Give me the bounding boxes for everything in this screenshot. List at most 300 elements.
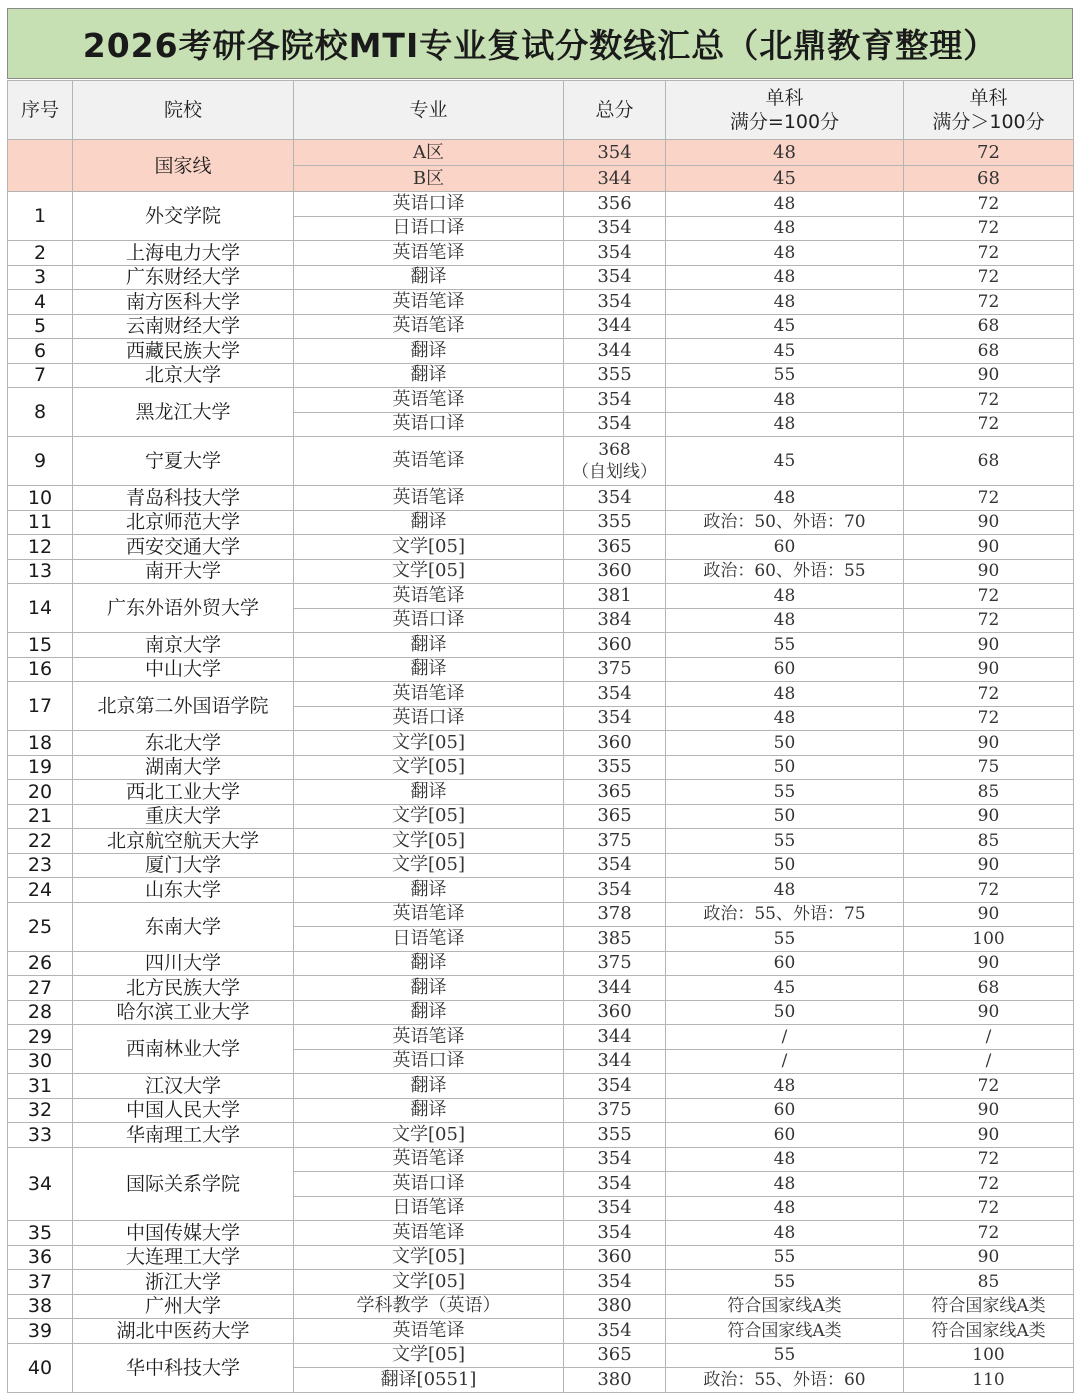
table-row	[8, 265, 1074, 290]
single-100-cell: /	[666, 1025, 904, 1050]
total-cell: 354	[564, 1319, 666, 1344]
seq-cell: 15	[8, 633, 73, 658]
major-cell: 文学[05]	[294, 1343, 564, 1368]
seq-cell: 14	[8, 584, 73, 633]
total-cell: 354	[564, 486, 666, 511]
single-100-cell: 45	[666, 314, 904, 339]
seq-cell: 2	[8, 241, 73, 266]
single-gt100-cell: 90	[904, 535, 1074, 560]
major-cell: 英语口译	[294, 192, 564, 217]
single-100-cell: 55	[666, 829, 904, 854]
major-cell: 文学[05]	[294, 829, 564, 854]
school-name: 大连理工大学	[73, 1245, 294, 1270]
table-row	[8, 1270, 1074, 1295]
single-gt100-cell: 90	[904, 731, 1074, 756]
school-name: 西藏民族大学	[73, 339, 294, 364]
school-name: 广东外语外贸大学	[73, 584, 294, 633]
major-cell: 文学[05]	[294, 804, 564, 829]
single-gt100-cell: /	[904, 1049, 1074, 1074]
school-name: 广东财经大学	[73, 265, 294, 290]
total-cell: 355	[564, 363, 666, 388]
seq-cell: 4	[8, 290, 73, 315]
major-cell: 英语笔译	[294, 1147, 564, 1172]
single-gt100-cell: 72	[904, 1172, 1074, 1197]
total-cell: 354	[564, 412, 666, 437]
total-cell: 354	[564, 706, 666, 731]
total-cell: 360	[564, 559, 666, 584]
major-cell: 英语口译	[294, 1049, 564, 1074]
major-cell: 翻译	[294, 951, 564, 976]
school-name: 哈尔滨工业大学	[73, 1000, 294, 1025]
single-100-cell: 48	[666, 192, 904, 217]
single-100-cell: 55	[666, 1245, 904, 1270]
seq-cell: 36	[8, 1245, 73, 1270]
single-100-cell: 50	[666, 804, 904, 829]
total-cell: 365	[564, 780, 666, 805]
table-row	[8, 1147, 1074, 1172]
seq-cell: 11	[8, 510, 73, 535]
major-cell: 文学[05]	[294, 1270, 564, 1295]
table-row	[8, 535, 1074, 560]
single-100-cell: 55	[666, 1270, 904, 1295]
seq-cell: 34	[8, 1147, 73, 1221]
national-zone: A区	[294, 140, 564, 166]
major-cell: 文学[05]	[294, 853, 564, 878]
total-cell: 354	[564, 1074, 666, 1099]
seq-cell: 20	[8, 780, 73, 805]
total-cell: 354	[564, 1196, 666, 1221]
seq-cell: 31	[8, 1074, 73, 1099]
total-cell: 355	[564, 510, 666, 535]
table-row	[8, 1025, 1074, 1050]
single-gt100-cell: 90	[904, 510, 1074, 535]
school-name: 外交学院	[73, 192, 294, 241]
school-name: 华南理工大学	[73, 1123, 294, 1148]
major-cell: 英语笔译	[294, 241, 564, 266]
major-cell: 英语笔译	[294, 1025, 564, 1050]
seq-cell: 13	[8, 559, 73, 584]
single-100-cell: 政治：55、外语：75	[666, 902, 904, 927]
header-row	[8, 81, 1074, 140]
single-gt100-cell: 90	[904, 902, 1074, 927]
major-cell: 文学[05]	[294, 559, 564, 584]
table-row	[8, 657, 1074, 682]
header-seq: 序号	[8, 81, 73, 140]
single-100-cell: 50	[666, 853, 904, 878]
single-gt100-cell: 85	[904, 780, 1074, 805]
school-name: 湖南大学	[73, 755, 294, 780]
total-cell: 378	[564, 902, 666, 927]
seq-cell: 32	[8, 1098, 73, 1123]
table-row	[8, 1098, 1074, 1123]
single-100-cell: 政治：50、外语：70	[666, 510, 904, 535]
total-cell: 354	[564, 1221, 666, 1246]
major-cell: 翻译	[294, 510, 564, 535]
major-cell: 文学[05]	[294, 535, 564, 560]
table-row	[8, 1245, 1074, 1270]
single-gt100-cell: 72	[904, 584, 1074, 609]
table-row	[8, 755, 1074, 780]
major-cell: 英语笔译	[294, 290, 564, 315]
total-cell: 354	[564, 290, 666, 315]
school-name: 北京师范大学	[73, 510, 294, 535]
national-line-label: 国家线	[73, 140, 294, 192]
single-gt100-cell: 72	[904, 290, 1074, 315]
national-single-100: 48	[666, 140, 904, 166]
school-name: 东北大学	[73, 731, 294, 756]
major-cell: 文学[05]	[294, 1245, 564, 1270]
table-row	[8, 241, 1074, 266]
seq-cell: 25	[8, 902, 73, 951]
table-row	[8, 388, 1074, 413]
major-cell: 翻译	[294, 780, 564, 805]
major-cell: 文学[05]	[294, 1123, 564, 1148]
single-gt100-cell: 100	[904, 1343, 1074, 1368]
seq-cell: 17	[8, 682, 73, 731]
table-row	[8, 314, 1074, 339]
school-name: 广州大学	[73, 1294, 294, 1319]
total-cell: 375	[564, 657, 666, 682]
total-cell: 344	[564, 1049, 666, 1074]
single-100-cell: 48	[666, 1221, 904, 1246]
national-total: 344	[564, 166, 666, 192]
total-cell: 380	[564, 1368, 666, 1393]
single-gt100-cell: 90	[904, 1098, 1074, 1123]
single-gt100-cell: 72	[904, 412, 1074, 437]
table-row	[8, 192, 1074, 217]
major-cell: 翻译	[294, 1000, 564, 1025]
school-name: 宁夏大学	[73, 437, 294, 486]
total-cell: 354	[564, 1147, 666, 1172]
single-gt100-cell: 90	[904, 1000, 1074, 1025]
national-zone: B区	[294, 166, 564, 192]
single-100-cell: 48	[666, 1147, 904, 1172]
single-gt100-cell: 90	[904, 853, 1074, 878]
major-cell: 翻译	[294, 976, 564, 1001]
seq-cell: 6	[8, 339, 73, 364]
header-single-100	[666, 81, 904, 140]
major-cell: 日语笔译	[294, 927, 564, 952]
single-gt100-cell: 68	[904, 339, 1074, 364]
total-cell: 354	[564, 265, 666, 290]
school-name: 青岛科技大学	[73, 486, 294, 511]
major-cell: 英语笔译	[294, 584, 564, 609]
school-name: 中国人民大学	[73, 1098, 294, 1123]
seq-cell: 30	[8, 1049, 73, 1074]
table-row	[8, 1000, 1074, 1025]
single-100-cell: 60	[666, 535, 904, 560]
single-100-cell: 48	[666, 486, 904, 511]
school-name: 西安交通大学	[73, 535, 294, 560]
seq-cell: 7	[8, 363, 73, 388]
major-cell: 翻译	[294, 878, 564, 903]
single-100-cell: 48	[666, 290, 904, 315]
seq-cell: 9	[8, 437, 73, 486]
major-cell: 英语口译	[294, 608, 564, 633]
major-cell: 翻译[0551]	[294, 1368, 564, 1393]
major-cell: 文学[05]	[294, 731, 564, 756]
single-100-cell: 48	[666, 1196, 904, 1221]
header-single-gt100-line2: 满分＞100分	[932, 111, 1045, 133]
major-cell: 翻译	[294, 265, 564, 290]
header-single-100-line1: 单科	[765, 87, 804, 109]
single-gt100-cell: 90	[904, 363, 1074, 388]
total-cell: 356	[564, 192, 666, 217]
school-name: 南开大学	[73, 559, 294, 584]
school-name: 山东大学	[73, 878, 294, 903]
school-name: 北京航空航天大学	[73, 829, 294, 854]
seq-cell: 39	[8, 1319, 73, 1344]
total-cell: 344	[564, 976, 666, 1001]
major-cell: 翻译	[294, 1074, 564, 1099]
single-100-cell: 60	[666, 1123, 904, 1148]
single-gt100-cell: 90	[904, 804, 1074, 829]
table-row	[8, 976, 1074, 1001]
school-name: 北京大学	[73, 363, 294, 388]
seq-cell: 29	[8, 1025, 73, 1050]
total-cell: 360	[564, 1245, 666, 1270]
header-school: 院校	[73, 81, 294, 140]
single-100-cell: 45	[666, 437, 904, 486]
school-name: 中国传媒大学	[73, 1221, 294, 1246]
single-100-cell: 55	[666, 633, 904, 658]
table-row	[8, 804, 1074, 829]
table-row	[8, 559, 1074, 584]
header-total: 总分	[564, 81, 666, 140]
single-gt100-cell: 90	[904, 1245, 1074, 1270]
major-cell: 文学[05]	[294, 755, 564, 780]
major-cell: 英语口译	[294, 412, 564, 437]
national-single-100: 45	[666, 166, 904, 192]
major-cell: 日语口译	[294, 216, 564, 241]
school-name: 湖北中医药大学	[73, 1319, 294, 1344]
seq-cell: 38	[8, 1294, 73, 1319]
single-gt100-cell: 72	[904, 265, 1074, 290]
national-line-seq	[8, 140, 73, 192]
table-row	[8, 584, 1074, 609]
single-gt100-cell: 符合国家线A类	[904, 1319, 1074, 1344]
seq-cell: 28	[8, 1000, 73, 1025]
table-row	[8, 1123, 1074, 1148]
single-gt100-cell: 72	[904, 1196, 1074, 1221]
table-row	[8, 339, 1074, 364]
seq-cell: 23	[8, 853, 73, 878]
major-cell: 日语笔译	[294, 1196, 564, 1221]
single-100-cell: 48	[666, 1172, 904, 1197]
seq-cell: 18	[8, 731, 73, 756]
table-row	[8, 363, 1074, 388]
school-name: 国际关系学院	[73, 1147, 294, 1221]
school-name: 南方医科大学	[73, 290, 294, 315]
school-name: 西南林业大学	[73, 1025, 294, 1074]
single-100-cell: 48	[666, 265, 904, 290]
table-row	[8, 853, 1074, 878]
single-gt100-cell: 72	[904, 1147, 1074, 1172]
total-cell: 344	[564, 339, 666, 364]
major-cell: 英语笔译	[294, 1319, 564, 1344]
single-100-cell: 60	[666, 1098, 904, 1123]
seq-cell: 40	[8, 1343, 73, 1392]
major-cell: 英语笔译	[294, 1221, 564, 1246]
single-100-cell: 50	[666, 731, 904, 756]
seq-cell: 27	[8, 976, 73, 1001]
table-row	[8, 1221, 1074, 1246]
single-gt100-cell: 72	[904, 608, 1074, 633]
single-100-cell: 45	[666, 339, 904, 364]
single-100-cell: 48	[666, 1074, 904, 1099]
total-cell: 354	[564, 241, 666, 266]
major-cell: 学科教学（英语）	[294, 1294, 564, 1319]
single-gt100-cell: 85	[904, 829, 1074, 854]
national-line-row	[8, 140, 1074, 166]
header-major: 专业	[294, 81, 564, 140]
major-cell: 英语笔译	[294, 388, 564, 413]
total-cell: 384	[564, 608, 666, 633]
table-row	[8, 878, 1074, 903]
single-gt100-cell: 85	[904, 1270, 1074, 1295]
total-cell: 354	[564, 682, 666, 707]
single-gt100-cell: 68	[904, 314, 1074, 339]
total-cell: 375	[564, 829, 666, 854]
seq-cell: 19	[8, 755, 73, 780]
single-100-cell: 55	[666, 363, 904, 388]
total-cell: 375	[564, 1098, 666, 1123]
single-gt100-cell: 68	[904, 976, 1074, 1001]
header-single-gt100	[904, 81, 1074, 140]
seq-cell: 1	[8, 192, 73, 241]
score-table	[7, 80, 1074, 1393]
single-100-cell: 48	[666, 682, 904, 707]
major-cell: 英语口译	[294, 706, 564, 731]
single-100-cell: 48	[666, 706, 904, 731]
seq-cell: 5	[8, 314, 73, 339]
total-cell: 355	[564, 755, 666, 780]
seq-cell: 22	[8, 829, 73, 854]
single-100-cell: 60	[666, 951, 904, 976]
total-cell: 368 （自划线）	[564, 437, 666, 486]
school-name: 重庆大学	[73, 804, 294, 829]
school-name: 江汉大学	[73, 1074, 294, 1099]
total-cell: 365	[564, 804, 666, 829]
major-cell: 翻译	[294, 363, 564, 388]
single-gt100-cell: 72	[904, 706, 1074, 731]
single-100-cell: 45	[666, 976, 904, 1001]
total-cell: 354	[564, 1270, 666, 1295]
total-cell: 354	[564, 878, 666, 903]
single-100-cell: 48	[666, 241, 904, 266]
major-cell: 英语笔译	[294, 682, 564, 707]
header-single-100-line2: 满分=100分	[729, 111, 840, 133]
total-cell: 354	[564, 388, 666, 413]
total-cell: 360	[564, 1000, 666, 1025]
single-gt100-cell: 75	[904, 755, 1074, 780]
single-100-cell: 政治：60、外语：55	[666, 559, 904, 584]
school-name: 西北工业大学	[73, 780, 294, 805]
table-row	[8, 290, 1074, 315]
major-cell: 英语笔译	[294, 486, 564, 511]
school-name: 华中科技大学	[73, 1343, 294, 1392]
seq-cell: 16	[8, 657, 73, 682]
header-single-gt100-line1: 单科	[969, 87, 1008, 109]
single-gt100-cell: 90	[904, 559, 1074, 584]
total-cell: 354	[564, 1172, 666, 1197]
single-100-cell: 48	[666, 412, 904, 437]
single-gt100-cell: 72	[904, 192, 1074, 217]
single-100-cell: 55	[666, 1343, 904, 1368]
single-100-cell: 55	[666, 780, 904, 805]
table-row	[8, 1074, 1074, 1099]
seq-cell: 8	[8, 388, 73, 437]
single-100-cell: 48	[666, 608, 904, 633]
seq-cell: 26	[8, 951, 73, 976]
total-cell: 354	[564, 853, 666, 878]
single-100-cell: 50	[666, 755, 904, 780]
school-name: 南京大学	[73, 633, 294, 658]
major-cell: 翻译	[294, 339, 564, 364]
school-name: 四川大学	[73, 951, 294, 976]
total-cell: 385	[564, 927, 666, 952]
table-row	[8, 437, 1074, 486]
table-row	[8, 633, 1074, 658]
single-gt100-cell: 90	[904, 657, 1074, 682]
school-name: 东南大学	[73, 902, 294, 951]
major-cell: 英语笔译	[294, 902, 564, 927]
single-gt100-cell: 72	[904, 1221, 1074, 1246]
seq-cell: 21	[8, 804, 73, 829]
single-100-cell: 60	[666, 657, 904, 682]
school-name: 北京第二外国语学院	[73, 682, 294, 731]
major-cell: 英语笔译	[294, 437, 564, 486]
seq-cell: 12	[8, 535, 73, 560]
school-name: 云南财经大学	[73, 314, 294, 339]
seq-cell: 24	[8, 878, 73, 903]
major-cell: 英语口译	[294, 1172, 564, 1197]
table-row	[8, 1319, 1074, 1344]
single-100-cell: 符合国家线A类	[666, 1319, 904, 1344]
single-100-cell: 48	[666, 388, 904, 413]
single-gt100-cell: 68	[904, 437, 1074, 486]
single-gt100-cell: 72	[904, 388, 1074, 413]
seq-cell: 33	[8, 1123, 73, 1148]
single-gt100-cell: 110	[904, 1368, 1074, 1393]
school-name: 上海电力大学	[73, 241, 294, 266]
single-100-cell: 50	[666, 1000, 904, 1025]
single-100-cell: 48	[666, 878, 904, 903]
school-name: 浙江大学	[73, 1270, 294, 1295]
total-cell: 360	[564, 731, 666, 756]
single-gt100-cell: 72	[904, 486, 1074, 511]
single-gt100-cell: 72	[904, 878, 1074, 903]
table-row	[8, 951, 1074, 976]
total-cell: 344	[564, 1025, 666, 1050]
major-cell: 英语笔译	[294, 314, 564, 339]
single-gt100-cell: 符合国家线A类	[904, 1294, 1074, 1319]
single-gt100-cell: /	[904, 1025, 1074, 1050]
single-100-cell: 政治：55、外语：60	[666, 1368, 904, 1393]
seq-cell: 37	[8, 1270, 73, 1295]
seq-cell: 35	[8, 1221, 73, 1246]
school-name: 北方民族大学	[73, 976, 294, 1001]
school-name: 厦门大学	[73, 853, 294, 878]
total-cell: 354	[564, 216, 666, 241]
table-row	[8, 1343, 1074, 1368]
single-gt100-cell: 90	[904, 633, 1074, 658]
table-row	[8, 829, 1074, 854]
single-100-cell: 48	[666, 216, 904, 241]
table-row	[8, 1294, 1074, 1319]
table-row	[8, 731, 1074, 756]
national-single-gt100: 72	[904, 140, 1074, 166]
